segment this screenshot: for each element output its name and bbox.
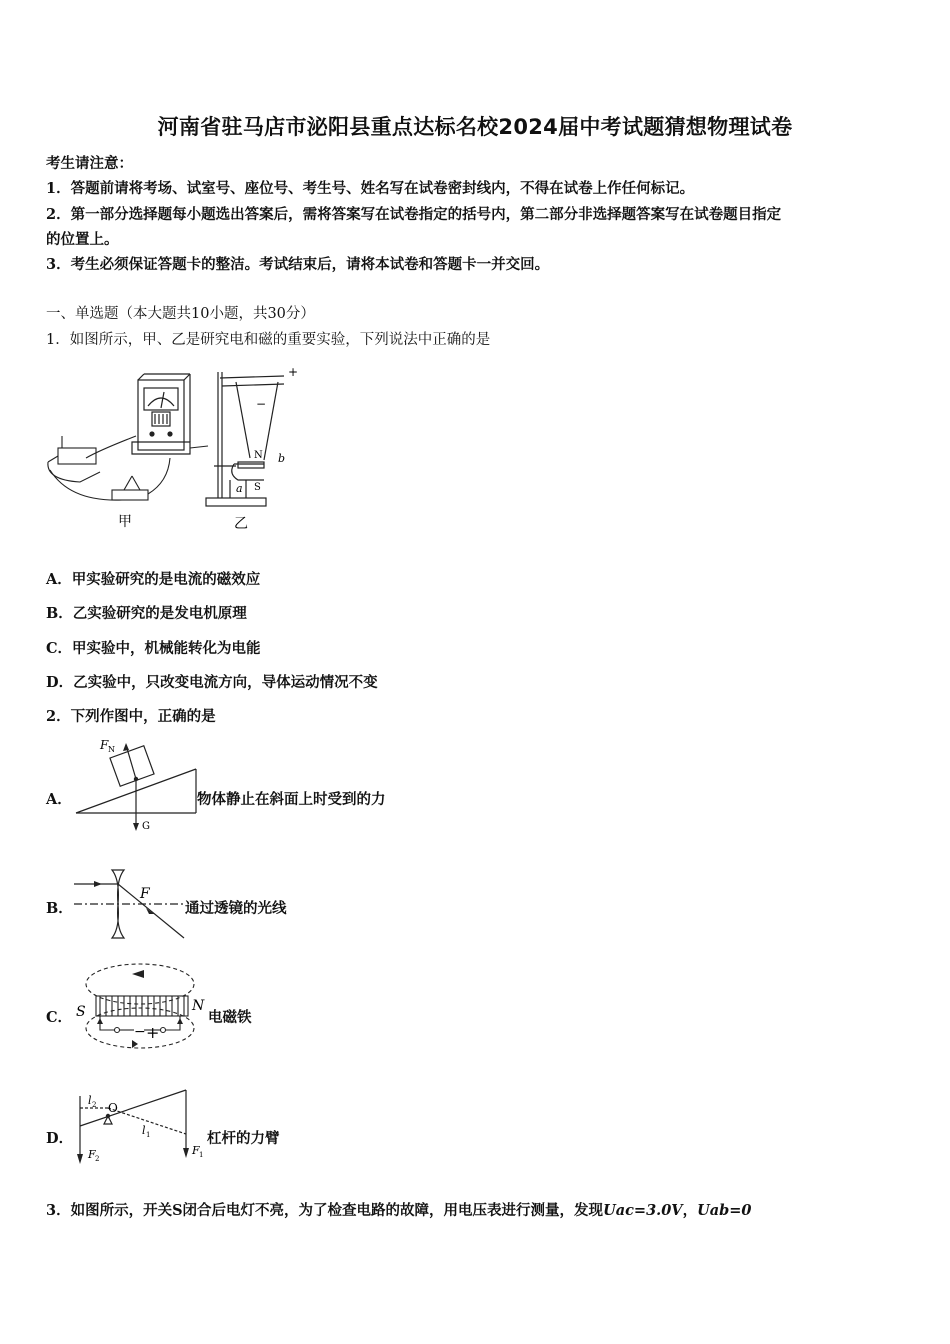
q1-option-b: B．乙实验研究的是发电机原理	[46, 605, 247, 622]
fig-label-plus: +	[288, 365, 299, 379]
notice-item-2-cont: 的位置上。	[46, 231, 119, 248]
question-3-stem	[46, 1199, 751, 1220]
q2-option-a-caption: 物体静止在斜面上时受到的力	[197, 791, 386, 808]
q3-sep: ，	[682, 1202, 698, 1219]
q1-option-d: D．乙实验中，只改变电流方向，导体运动情况不变	[46, 674, 378, 691]
focus-label: F	[140, 886, 150, 902]
plus-label: +	[146, 1023, 160, 1042]
q2-option-a-label: A．	[46, 791, 72, 808]
fn-sub: N	[108, 745, 115, 754]
pole-n-label: N	[192, 998, 205, 1014]
question-1-stem: 1．如图所示，甲、乙是研究电和磁的重要实验，下列说法中正确的是	[46, 332, 491, 348]
fig-label-b: b	[278, 452, 286, 465]
q2-figure-d	[74, 1082, 210, 1168]
l1-sub: 1	[146, 1131, 151, 1139]
q1-figure	[40, 362, 310, 540]
f2-label: F	[88, 1148, 96, 1161]
f1-sub: 1	[199, 1151, 204, 1159]
q2-option-c-caption: 电磁铁	[208, 1009, 252, 1026]
l2-sub: 2	[92, 1101, 97, 1109]
q2-option-c-label: C．	[46, 1009, 73, 1026]
fig-label-a: a	[236, 482, 243, 495]
l2-label: l	[88, 1094, 92, 1107]
f2-sub: 2	[95, 1155, 100, 1163]
fig-label-minus: −	[256, 397, 267, 411]
q3-uac: Uac=3.0V	[603, 1202, 683, 1219]
q3-stem-text: 3．如图所示，开关S闭合后电灯不亮，为了检查电路的故障，用电压表进行测量，发现	[46, 1202, 604, 1219]
minus-label: −	[134, 1024, 146, 1040]
pole-s-label: S	[76, 1004, 86, 1020]
notice-item-1: 1．答题前请将考场、试室号、座位号、考生号、姓名写在试卷密封线内，不得在试卷上作任何标记。	[46, 180, 695, 197]
q2-figure-b	[74, 866, 188, 942]
q2-option-b-label: B．	[46, 900, 73, 917]
yi-apparatus	[206, 372, 284, 506]
question-2-stem: 2．下列作图中，正确的是	[46, 708, 216, 725]
notice-item-3: 3．考生必须保证答题卡的整洁。考试结束后，请将本试卷和答题卡一并交回。	[46, 256, 550, 273]
fn-label: F	[100, 738, 109, 752]
o-label: O	[108, 1101, 118, 1115]
q2-option-d-label: D．	[46, 1130, 74, 1147]
section-heading: 一、单选题（本大题共10小题，共30分）	[46, 306, 315, 322]
exam-title: 河南省驻马店市泌阳县重点达标名校2024届中考试题猜想物理试卷	[157, 115, 793, 139]
fig-label-jia: 甲	[118, 514, 132, 530]
q2-option-d-caption: 杠杆的力臂	[207, 1130, 280, 1147]
fig-label-s: S	[254, 482, 261, 493]
notice-heading: 考生请注意：	[46, 155, 133, 172]
g-label: G	[142, 821, 150, 832]
fig-label-yi: 乙	[234, 516, 248, 532]
q1-option-c: C．甲实验中，机械能转化为电能	[46, 640, 261, 657]
q1-option-a: A．甲实验研究的是电流的磁效应	[46, 571, 261, 588]
q2-figure-c	[74, 958, 208, 1054]
q3-uab: Uab=0	[697, 1202, 752, 1219]
q2-option-b-caption: 通过透镜的光线	[185, 900, 287, 917]
q2-figure-a	[74, 735, 198, 835]
notice-item-2: 2．第一部分选择题每小题选出答案后，需将答案写在试卷指定的括号内，第二部分非选择题答案写在试卷题目指定	[46, 206, 782, 223]
galvanometer	[132, 374, 190, 454]
f1-label: F	[192, 1144, 200, 1157]
l1-label: l	[142, 1124, 146, 1137]
fig-label-n: N	[254, 450, 263, 461]
